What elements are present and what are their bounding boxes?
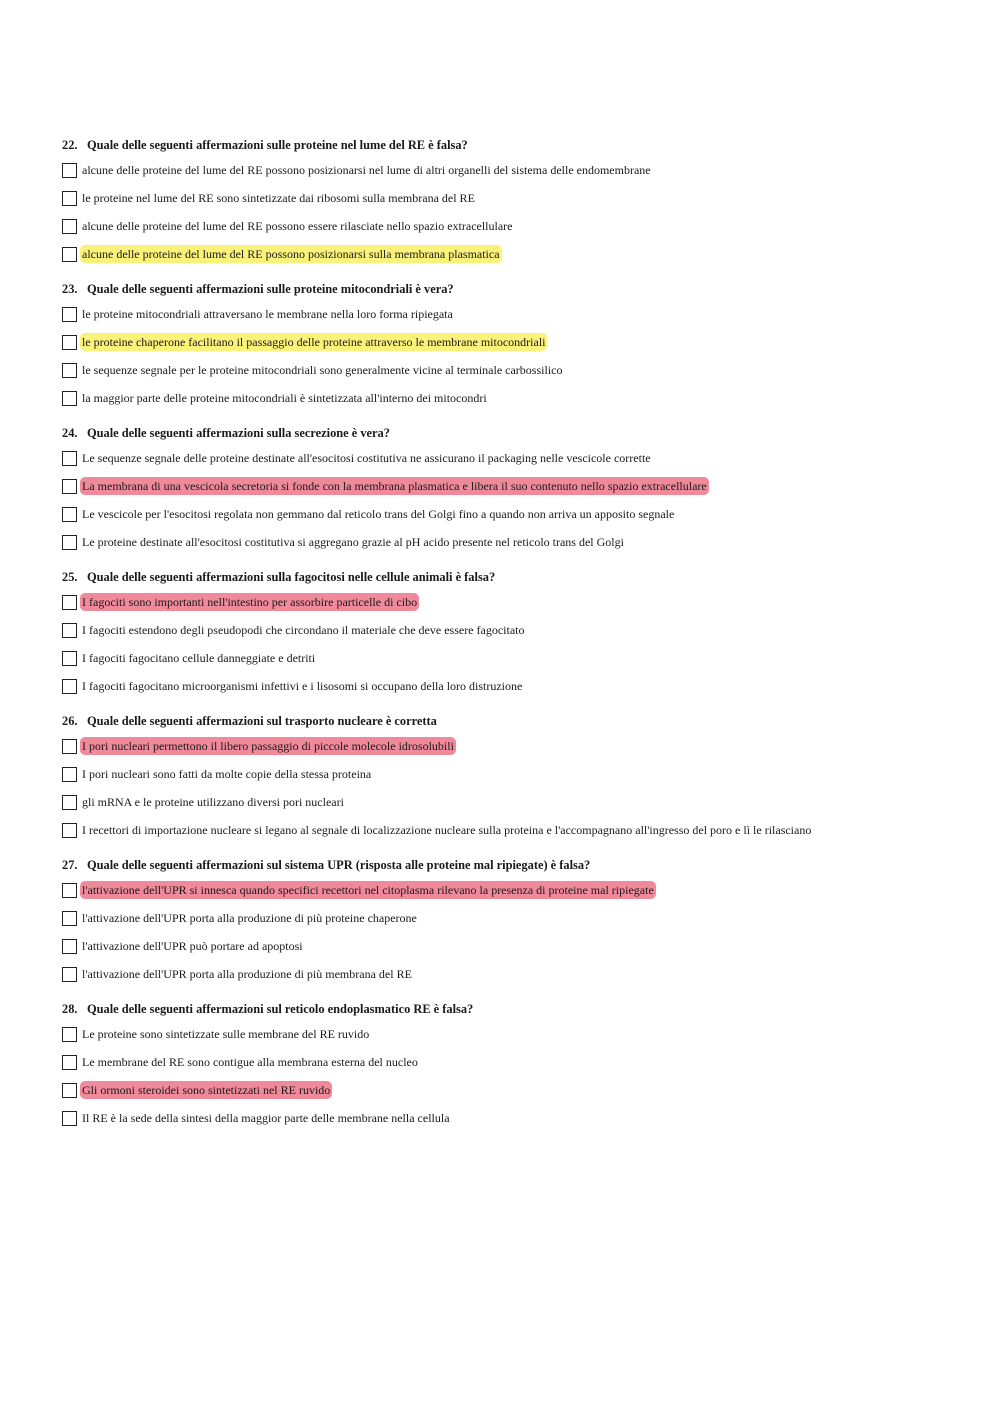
answer-option-text: I pori nucleari permettono il libero passaggio di piccole molecole idrosolubili [82, 739, 454, 753]
answer-option-text: l'attivazione dell'UPR si innesca quando specifici recettori nel citoplasma rilevano la presenza di proteine mal ripiegate [82, 883, 654, 897]
answer-checkbox[interactable] [62, 363, 77, 378]
answer-checkbox[interactable] [62, 163, 77, 178]
answer-option [62, 240, 982, 268]
answer-option-text: I fagociti estendono degli pseudopodi che circondano il materiale che deve essere fagocitato [82, 623, 525, 637]
answer-checkbox[interactable] [62, 1055, 77, 1070]
answer-checkbox[interactable] [62, 479, 77, 494]
answer-option [62, 876, 982, 904]
answer-option [62, 672, 982, 700]
answer-option [62, 356, 982, 384]
answer-option-text: le sequenze segnale per le proteine mitocondriali sono generalmente vicine al terminale carbossilico [82, 363, 563, 377]
answer-option [62, 732, 982, 760]
question-title [62, 857, 982, 873]
answer-option [62, 528, 982, 556]
answer-option [62, 300, 982, 328]
answer-option-text: alcune delle proteine del lume del RE possono posizionarsi nel lume di altri organelli del sistema delle endomembrane [82, 163, 651, 177]
answer-checkbox[interactable] [62, 535, 77, 550]
answer-option-text: alcune delle proteine del lume del RE possono posizionarsi sulla membrana plasmatica [82, 247, 500, 261]
answer-checkbox[interactable] [62, 191, 77, 206]
question-number: 27. [62, 858, 78, 872]
question-block [62, 425, 982, 556]
answer-option [62, 444, 982, 472]
answer-option [62, 960, 982, 988]
question-block [62, 713, 982, 844]
answer-option [62, 212, 982, 240]
answer-option [62, 472, 982, 500]
question-text: Quale delle seguenti affermazioni sul reticolo endoplasmatico RE è falsa? [87, 1002, 474, 1016]
answer-checkbox[interactable] [62, 307, 77, 322]
answer-option [62, 1104, 982, 1132]
answer-checkbox[interactable] [62, 507, 77, 522]
answer-checkbox[interactable] [62, 595, 77, 610]
answer-option-text: Le sequenze segnale delle proteine destinate all'esocitosi costitutiva ne assicurano il packaging nelle vescicole corrette [82, 451, 651, 465]
question-block [62, 137, 982, 268]
answer-option-text: l'attivazione dell'UPR può portare ad apoptosi [82, 939, 303, 953]
answer-checkbox[interactable] [62, 739, 77, 754]
answer-option [62, 1076, 982, 1104]
answer-checkbox[interactable] [62, 767, 77, 782]
answer-checkbox[interactable] [62, 1083, 77, 1098]
answer-option-text: le proteine mitocondriali attraversano le membrane nella loro forma ripiegata [82, 307, 453, 321]
question-title [62, 137, 982, 153]
answer-option [62, 816, 982, 844]
question-title [62, 1001, 982, 1017]
question-text: Quale delle seguenti affermazioni sulla secrezione è vera? [87, 426, 390, 440]
question-block [62, 281, 982, 412]
answer-option-text: le proteine nel lume del RE sono sintetizzate dai ribosomi sulla membrana del RE [82, 191, 475, 205]
question-block [62, 1001, 982, 1132]
question-title [62, 713, 982, 729]
answer-checkbox[interactable] [62, 967, 77, 982]
answer-checkbox[interactable] [62, 451, 77, 466]
answer-option-text: gli mRNA e le proteine utilizzano diversi pori nucleari [82, 795, 344, 809]
answer-checkbox[interactable] [62, 623, 77, 638]
answer-option-text: La membrana di una vescicola secretoria si fonde con la membrana plasmatica e libera il suo contenuto nello spazio extracellulare [82, 479, 707, 493]
answer-option [62, 760, 982, 788]
question-title [62, 569, 982, 585]
question-title [62, 425, 982, 441]
answer-option [62, 328, 982, 356]
answer-option [62, 788, 982, 816]
answer-option-text: Le proteine destinate all'esocitosi costitutiva si aggregano grazie al pH acido presente nel reticolo trans del Golgi [82, 535, 624, 549]
answer-checkbox[interactable] [62, 679, 77, 694]
answer-option [62, 156, 982, 184]
answer-option-text: I recettori di importazione nucleare si legano al segnale di localizzazione nucleare sulla proteina e l'accompagnano all'ingresso del poro e lì le rilasciano [82, 823, 812, 837]
answer-checkbox[interactable] [62, 795, 77, 810]
answer-option-text: Le proteine sono sintetizzate sulle membrane del RE ruvido [82, 1027, 370, 1041]
answer-option-text: I fagociti fagocitano cellule danneggiate e detriti [82, 651, 316, 665]
answer-checkbox[interactable] [62, 391, 77, 406]
answer-option-text: alcune delle proteine del lume del RE possono essere rilasciate nello spazio extracellulare [82, 219, 513, 233]
question-number: 24. [62, 426, 78, 440]
answer-checkbox[interactable] [62, 911, 77, 926]
answer-checkbox[interactable] [62, 1027, 77, 1042]
answer-checkbox[interactable] [62, 939, 77, 954]
question-text: Quale delle seguenti affermazioni sulle proteine mitocondriali è vera? [87, 282, 454, 296]
answer-option [62, 588, 982, 616]
answer-option [62, 616, 982, 644]
answer-option-text: I pori nucleari sono fatti da molte copie della stessa proteina [82, 767, 372, 781]
quiz-page [62, 137, 982, 1145]
question-text: Quale delle seguenti affermazioni sulla fagocitosi nelle cellule animali è falsa? [87, 570, 496, 584]
answer-option-text: I fagociti sono importanti nell'intestino per assorbire particelle di cibo [82, 595, 418, 609]
answer-option [62, 384, 982, 412]
answer-checkbox[interactable] [62, 883, 77, 898]
answer-option-text: Gli ormoni steroidei sono sintetizzati nel RE ruvido [82, 1083, 331, 1097]
question-text: Quale delle seguenti affermazioni sulle proteine nel lume del RE è falsa? [87, 138, 468, 152]
question-number: 22. [62, 138, 78, 152]
answer-checkbox[interactable] [62, 335, 77, 350]
answer-option [62, 500, 982, 528]
answer-option-text: l'attivazione dell'UPR porta alla produzione di più membrana del RE [82, 967, 412, 981]
answer-option [62, 184, 982, 212]
answer-option [62, 1048, 982, 1076]
question-text: Quale delle seguenti affermazioni sul sistema UPR (risposta alle proteine mal ripiegate) è falsa? [87, 858, 591, 872]
question-number: 26. [62, 714, 78, 728]
answer-checkbox[interactable] [62, 247, 77, 262]
answer-option-text: l'attivazione dell'UPR porta alla produzione di più proteine chaperone [82, 911, 417, 925]
question-block [62, 857, 982, 988]
answer-option-text: I fagociti fagocitano microorganismi infettivi e i lisosomi si occupano della loro distruzione [82, 679, 523, 693]
answer-option-text: la maggior parte delle proteine mitocondriali è sintetizzata all'interno dei mitocondri [82, 391, 487, 405]
answer-checkbox[interactable] [62, 219, 77, 234]
answer-option-text: Il RE è la sede della sintesi della maggior parte delle membrane nella cellula [82, 1111, 450, 1125]
question-title [62, 281, 982, 297]
answer-option [62, 904, 982, 932]
question-number: 23. [62, 282, 78, 296]
answer-option [62, 644, 982, 672]
answer-option-text: Le membrane del RE sono contigue alla membrana esterna del nucleo [82, 1055, 418, 1069]
answer-checkbox[interactable] [62, 823, 77, 838]
question-number: 28. [62, 1002, 78, 1016]
answer-checkbox[interactable] [62, 1111, 77, 1126]
answer-option [62, 1020, 982, 1048]
answer-option [62, 932, 982, 960]
answer-checkbox[interactable] [62, 651, 77, 666]
answer-option-text: le proteine chaperone facilitano il passaggio delle proteine attraverso le membrane mitocondriali [82, 335, 546, 349]
question-number: 25. [62, 570, 78, 584]
question-text: Quale delle seguenti affermazioni sul trasporto nucleare è corretta [87, 714, 437, 728]
question-block [62, 569, 982, 700]
answer-option-text: Le vescicole per l'esocitosi regolata non gemmano dal reticolo trans del Golgi fino a quando non arriva un apposito segnale [82, 507, 675, 521]
